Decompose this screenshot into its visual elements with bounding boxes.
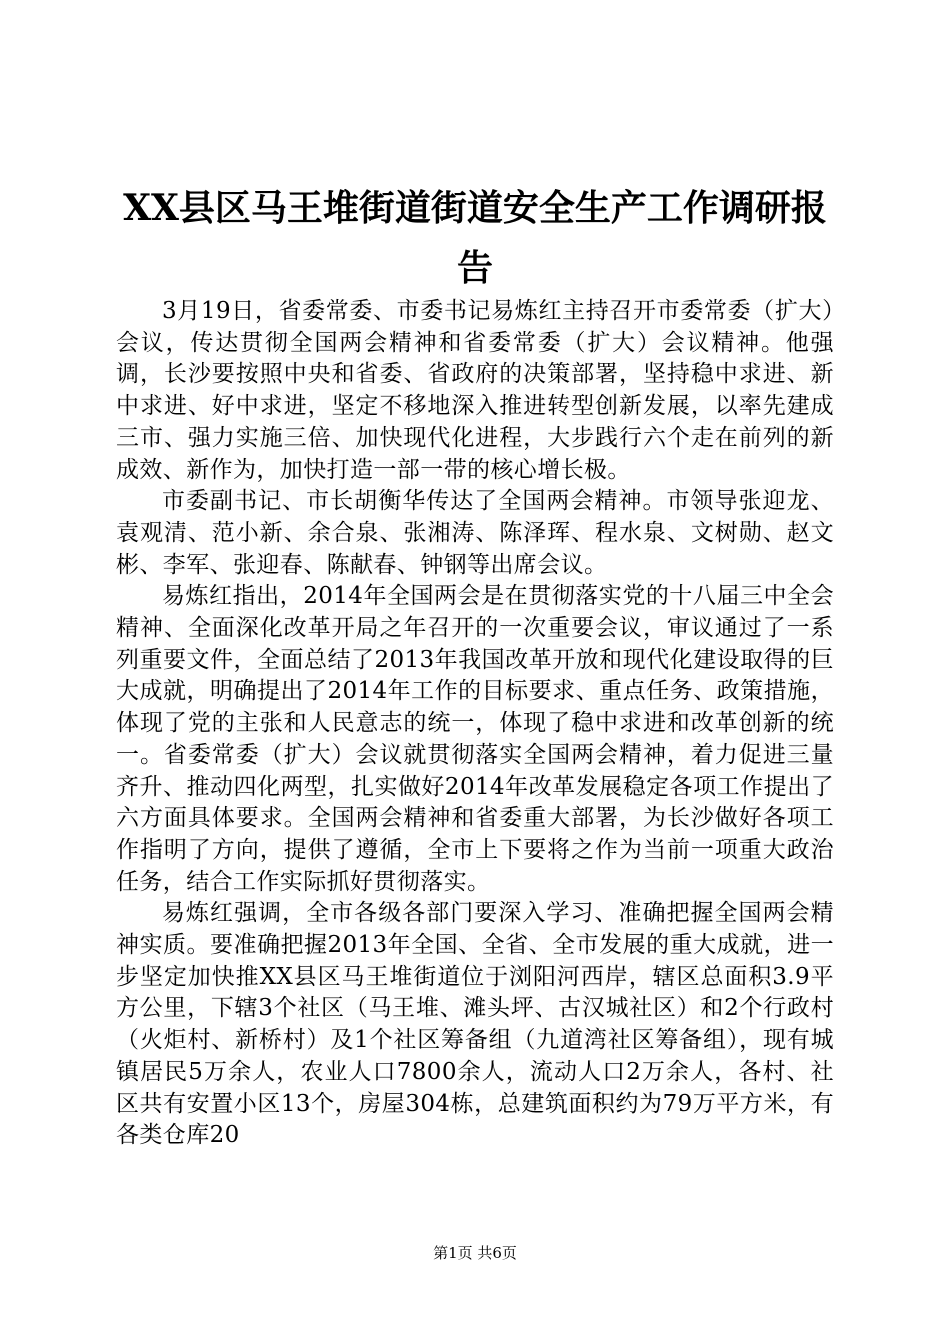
document-body [116,296,834,1152]
document-title: XX县区马王堆街道街道安全生产工作调研报告 [123,187,827,289]
paragraph: 易炼红指出，2014年全国两会是在贯彻落实党的十八届三中全会精神、全面深化改革开局之年召开的一次重要会议，审议通过了一系列重要文件，全面总结了2013年我国改革开放和现代化建设取得的巨大成就，明确提出了2014年工作的目标要求、重点任务、政策措施，体现了党的主张和人民意志的统一，体现了稳中求进和改革创新的统一。省委常委（扩大）会议就贯彻落实全国两会精神，着力促进三量齐升、推动四化两型，扎实做好2014年改革发展稳定各项工作提出了六方面具体要求。全国两会精神和省委重大部署，为长沙做好各项工作指明了方向，提供了遵循，全市上下要将之作为当前一项重大政治任务，结合工作实际抓好贯彻落实。 [116,583,834,895]
paragraph: 3月19日，省委常委、市委书记易炼红主持召开市委常委（扩大）会议，传达贯彻全国两会精神和省委常委（扩大）会议精神。他强调，长沙要按照中央和省委、省政府的决策部署，坚持稳中求进、新中求进、好中求进，坚定不移地深入推进转型创新发展，以率先建成三市、强力实施三倍、加快现代化进程，大步践行六个走在前列的新成效、新作为，加快打造一部一带的核心增长极。 [116,298,834,483]
page-number-footer: 第1页 共6页 [433,1244,517,1262]
paragraph: 市委副书记、市长胡衡华传达了全国两会精神。市领导张迎龙、袁观清、范小新、余合泉、张湘涛、陈泽珲、程水泉、文树勋、赵文彬、李军、张迎春、陈献春、钟钢等出席会议。 [116,488,834,578]
paragraph: 易炼红强调，全市各级各部门要深入学习、准确把握全国两会精神实质。要准确把握2013年全国、全省、全市发展的重大成就，进一步坚定加快推XX县区马王堆街道位于浏阳河西岸，辖区总面积3.9平方公里，下辖3个社区（马王堆、滩头坪、古汉城社区）和2个行政村（火炬村、新桥村）及1个社区筹备组（九道湾社区筹备组），现有城镇居民5万余人，农业人口7800余人，流动人口2万余人，各村、社区共有安置小区13个，房屋304栋，总建筑面积约为79万平方米，有各类仓库20 [116,900,834,1149]
